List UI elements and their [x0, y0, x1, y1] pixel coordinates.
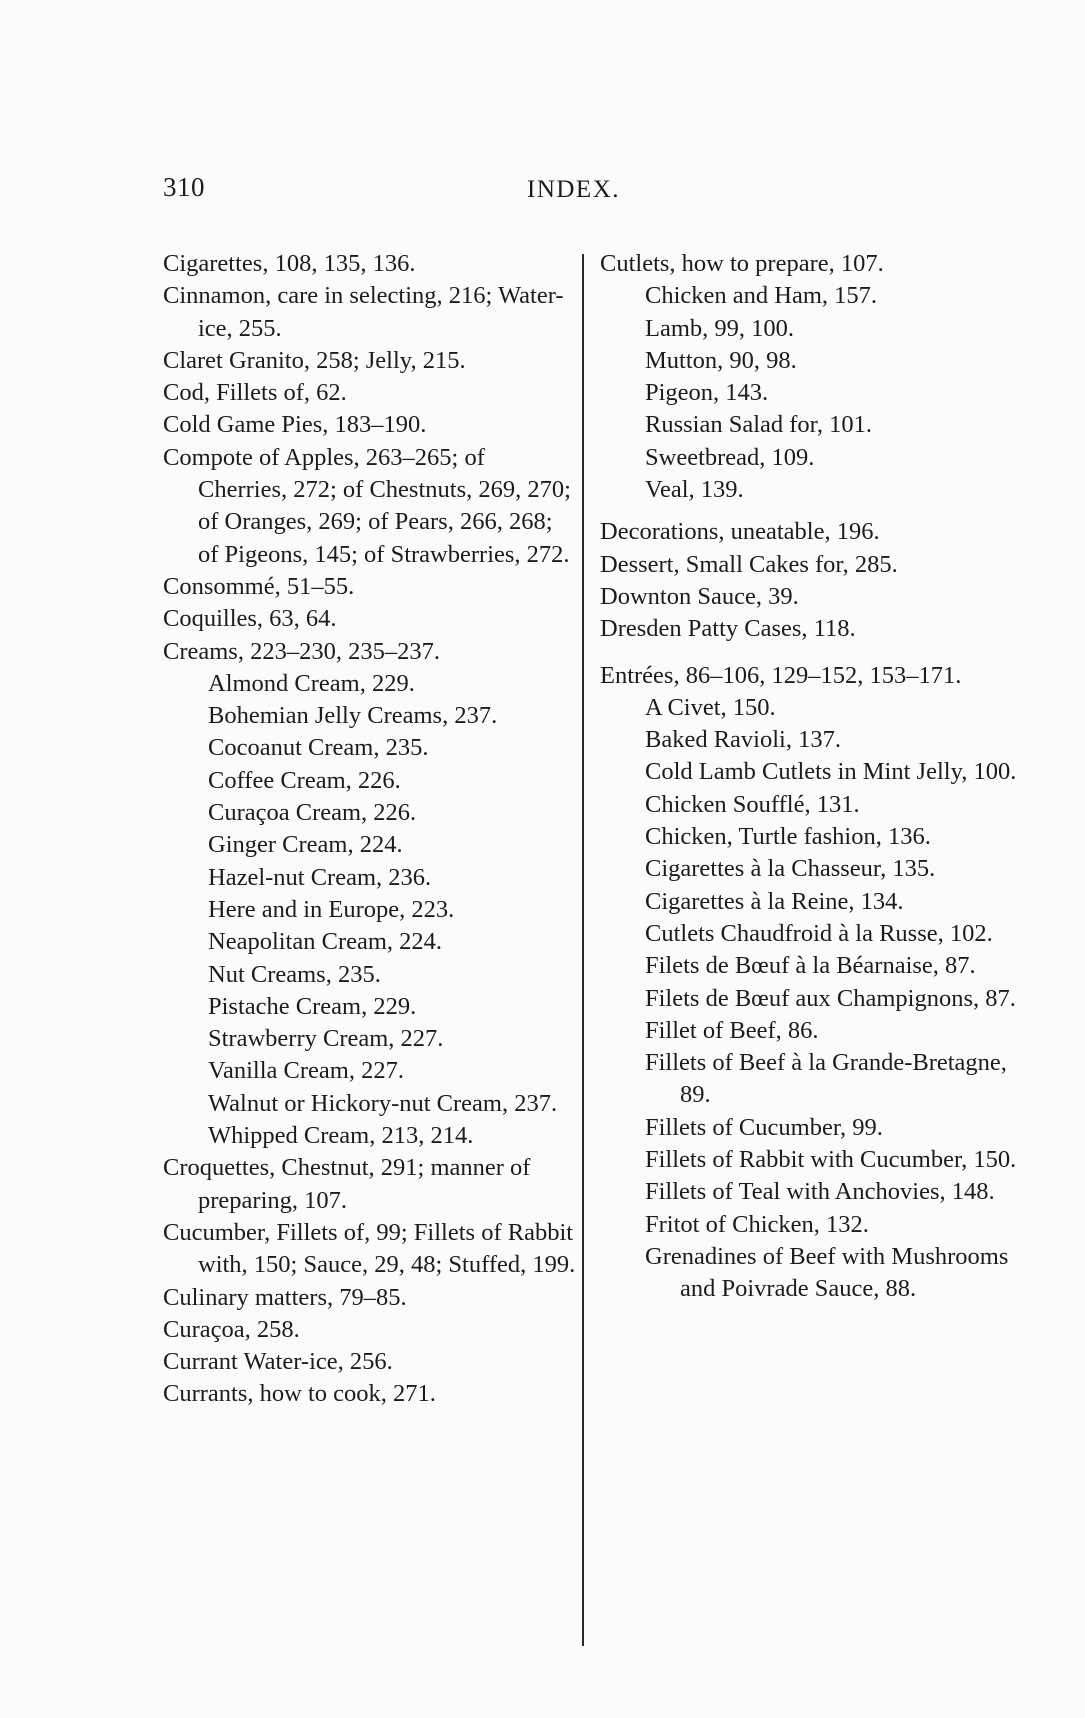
index-subentry: Filets de Bœuf à la Béarnaise, 87.	[645, 952, 976, 980]
running-head: INDEX.	[527, 176, 621, 203]
index-subentry: Mutton, 90, 98.	[645, 346, 797, 374]
index-subentry: Fritot of Chicken, 132.	[645, 1210, 869, 1238]
index-subentry: Almond Cream, 229.	[208, 669, 415, 697]
index-subentry: Fillets of Rabbit with Cucumber, 150.	[645, 1146, 1017, 1174]
index-subentry: Chicken Soufflé, 131.	[645, 790, 860, 818]
index-subentry: Chicken and Ham, 157.	[645, 282, 878, 310]
index-subentry: Whipped Cream, 213, 214.	[208, 1122, 474, 1150]
index-subentry: Chicken, Turtle fashion, 136.	[645, 823, 931, 851]
index-subentry: Walnut or Hickory-nut Cream, 237.	[208, 1089, 558, 1117]
index-entry: Cinnamon, care in selecting, 216; Water-ice, 255.	[163, 282, 564, 342]
index-entry: Claret Granito, 258; Jelly, 215.	[163, 346, 466, 374]
index-entry: Downton Sauce, 39.	[600, 582, 799, 610]
index-subentry: Veal, 139.	[645, 476, 744, 504]
column-rule	[582, 254, 584, 1646]
index-entry: Croquettes, Chestnut, 291; manner of preparing, 107.	[163, 1154, 531, 1214]
index-subentry: Cutlets Chaudfroid à la Russe, 102.	[645, 919, 993, 947]
index-subentry: Cigarettes à la Reine, 134.	[645, 887, 904, 915]
index-subentry: Vanilla Cream, 227.	[208, 1057, 404, 1085]
index-subentry: Here and in Europe, 223.	[208, 895, 455, 923]
index-subentry: Sweetbread, 109.	[645, 443, 815, 471]
index-subentry: Strawberry Cream, 227.	[208, 1025, 444, 1053]
index-subentry: Fillets of Teal with Anchovies, 148.	[645, 1178, 995, 1206]
index-subentry: Fillet of Beef, 86.	[645, 1016, 819, 1044]
index-subentry: Coffee Cream, 226.	[208, 766, 401, 794]
index-entry: Currant Water-ice, 256.	[163, 1348, 393, 1376]
index-subentry: Grenadines of Beef with Mushrooms and Poivrade Sauce, 88.	[645, 1242, 1009, 1303]
index-subentry: Lamb, 99, 100.	[645, 314, 795, 342]
index-entry: Curaçoa, 258.	[163, 1315, 300, 1343]
index-subentry: Fillets of Cucumber, 99.	[645, 1113, 883, 1141]
index-entry: Culinary matters, 79–85.	[163, 1283, 407, 1311]
index-entry: Dresden Patty Cases, 118.	[600, 615, 856, 643]
index-subentry: A Civet, 150.	[645, 693, 776, 721]
page-number: 310	[163, 172, 205, 202]
index-subentry: Hazel-nut Cream, 236.	[208, 863, 432, 891]
index-subentry: Cigarettes à la Chasseur, 135.	[645, 855, 936, 883]
index-subentry: Nut Creams, 235.	[208, 960, 381, 988]
index-entry: Creams, 223–230, 235–237.	[163, 637, 440, 665]
index-entry: Cigarettes, 108, 135, 136.	[163, 250, 416, 277]
index-entry: Currants, how to cook, 271.	[163, 1380, 436, 1408]
index-entry: Cutlets, how to prepare, 107.	[600, 250, 884, 277]
index-subentry: Cold Lamb Cutlets in Mint Jelly, 100.	[645, 758, 1017, 786]
index-subentry: Russian Salad for, 101.	[645, 411, 872, 439]
index-entry: Compote of Apples, 263–265; of Cherries, 272; of Chestnuts, 269, 270; of Oranges, 269; of Pears, 266, 268; of Pigeons, 145; of Strawberries, 272.	[163, 443, 571, 568]
index-entry: Decorations, uneatable, 196.	[600, 518, 880, 546]
index-subentry: Curaçoa Cream, 226.	[208, 799, 417, 827]
index-subentry: Pigeon, 143.	[645, 379, 769, 407]
index-subentry: Baked Ravioli, 137.	[645, 726, 841, 754]
index-entry: Cod, Fillets of, 62.	[163, 379, 347, 407]
index-entry: Consommé, 51–55.	[163, 572, 355, 600]
index-entry: Entrées, 86–106, 129–152, 153–171.	[600, 661, 962, 689]
index-subentry: Neapolitan Cream, 224.	[208, 928, 443, 956]
index-entry: Cucumber, Fillets of, 99; Fillets of Rabbit with, 150; Sauce, 29, 48; Stuffed, 199.	[163, 1218, 576, 1279]
index-subentry: Filets de Bœuf aux Champignons, 87.	[645, 984, 1016, 1012]
index-subentry: Pistache Cream, 229.	[208, 992, 417, 1020]
index-subentry: Bohemian Jelly Creams, 237.	[208, 702, 498, 730]
index-entry: Coquilles, 63, 64.	[163, 605, 337, 633]
index-subentry: Cocoanut Cream, 235.	[208, 734, 429, 762]
index-subentry: Ginger Cream, 224.	[208, 831, 403, 859]
index-subentry: Fillets of Beef à la Grande-Bretagne, 89.	[645, 1049, 1007, 1109]
index-column-right	[600, 248, 1020, 1306]
index-entry: Dessert, Small Cakes for, 285.	[600, 550, 898, 578]
index-column-left	[163, 248, 578, 1411]
index-entry: Cold Game Pies, 183–190.	[163, 411, 427, 439]
